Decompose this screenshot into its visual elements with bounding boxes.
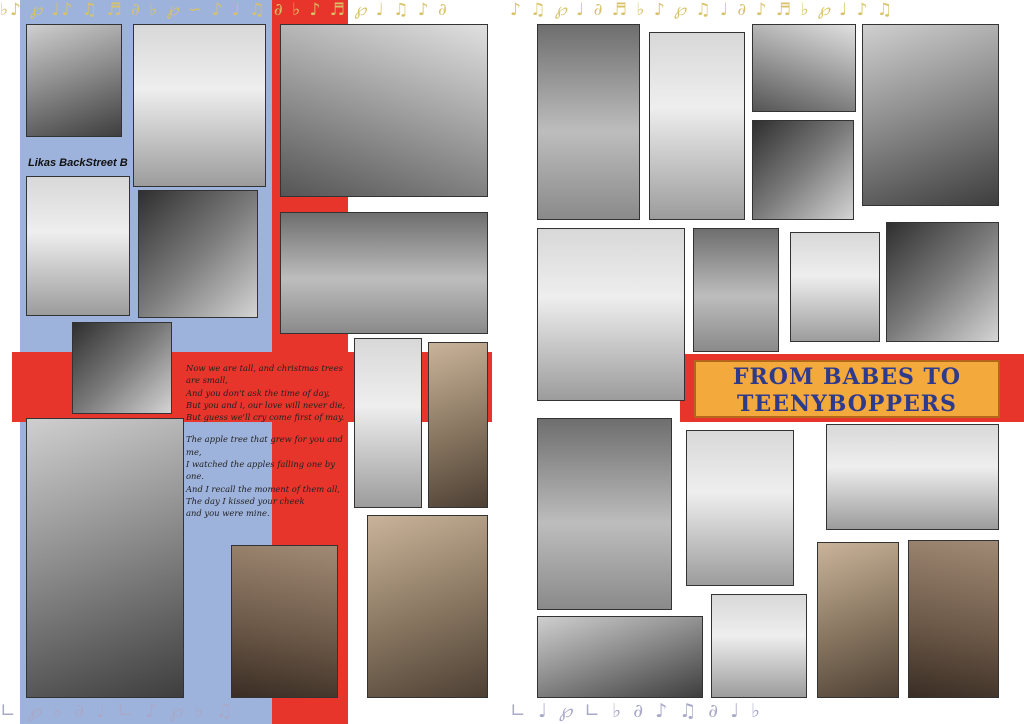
photo-girl-with-hula-hoop: [649, 32, 745, 220]
poem-line: But guess we'll cry come first of may.: [186, 412, 345, 423]
photo-group-of-children: [280, 212, 488, 334]
poem-text: [186, 362, 354, 520]
photo-toddler-in-chair: [133, 24, 266, 187]
photo-two-girls-laughing: [280, 24, 488, 197]
bottom-ornament-left: ∟ ℘ ♭ ∂ ♩ ∟ ♪ ℘ ♭ ♫: [0, 700, 236, 722]
photo-boy-with-glasses: [26, 176, 130, 316]
photo-caption: Likas BackStreet B: [28, 157, 128, 169]
photo-young-man-in-shirt: [231, 545, 338, 698]
photo-boy-portrait: [72, 322, 172, 414]
photo-boys-seated-floor: [537, 616, 703, 698]
photo-girl-in-shorts: [354, 338, 422, 508]
photo-crowd-of-students: [711, 594, 807, 698]
photo-girl-in-garden: [817, 542, 899, 698]
poem-line: I watched the apples falling one by one.: [186, 459, 335, 482]
photo-two-toddlers-in-garden: [26, 418, 184, 698]
photo-toddler-portrait: [138, 190, 258, 318]
photo-girls-on-rocks: [686, 430, 794, 586]
photo-boy-with-guitar: [693, 228, 779, 352]
photo-girl-smiling-closeup: [908, 540, 999, 698]
top-ornament-left: ♭♪ ℘ ♩♪ ♫ ♬ ∂ ♭ ℘ ∽ ♪ ♩ ♫ ∂ ♭ ♪ ♬ ℘ ♩ ♫ ♪ ∂: [0, 0, 449, 20]
photo-woman-big-hair: [886, 222, 999, 342]
photo-girl-holding-baby: [752, 120, 854, 220]
poem-line: The apple tree that grew for you and me,: [186, 434, 343, 457]
photo-girls-by-tree: [537, 418, 672, 610]
poem-line: But you and i, our love will never die,: [186, 399, 346, 410]
photo-baby-with-dog: [26, 24, 122, 137]
poem-line: Now we are tall, and christmas trees are small,: [186, 363, 343, 386]
photo-four-girls-standing: [537, 228, 685, 401]
photo-young-man-glasses: [790, 232, 880, 342]
photo-girl-in-tree: [537, 24, 640, 220]
bottom-ornament-right: ∟ ♩ ℘ ∟ ♭ ∂ ♪ ♫ ∂ ♩ ♭: [510, 700, 764, 722]
page-title-line1: FROM BABES TO: [732, 364, 962, 390]
photo-boys-seated-row: [752, 24, 856, 112]
poem-line: and you were mine.: [186, 508, 270, 519]
photo-schoolgirls-group: [826, 424, 999, 530]
page-title: [694, 360, 1000, 418]
poem-line: The day I kissed your cheek: [186, 495, 305, 506]
poem-line: And you don't ask the time of day,: [186, 387, 330, 398]
photo-two-women-standing: [367, 515, 488, 698]
top-ornament-right: ♪ ♫ ℘ ♩ ∂ ♬ ♭ ♪ ℘ ♫ ♩ ∂ ♪ ♬ ♭ ℘ ♩ ♪ ♫: [510, 0, 895, 20]
photo-girl-with-sash: [428, 342, 488, 508]
page-title-line2: TEENYBOPPERS: [737, 391, 957, 417]
poem-line: And I recall the moment of them all,: [186, 483, 340, 494]
photo-group-of-teen-boys: [862, 24, 999, 206]
